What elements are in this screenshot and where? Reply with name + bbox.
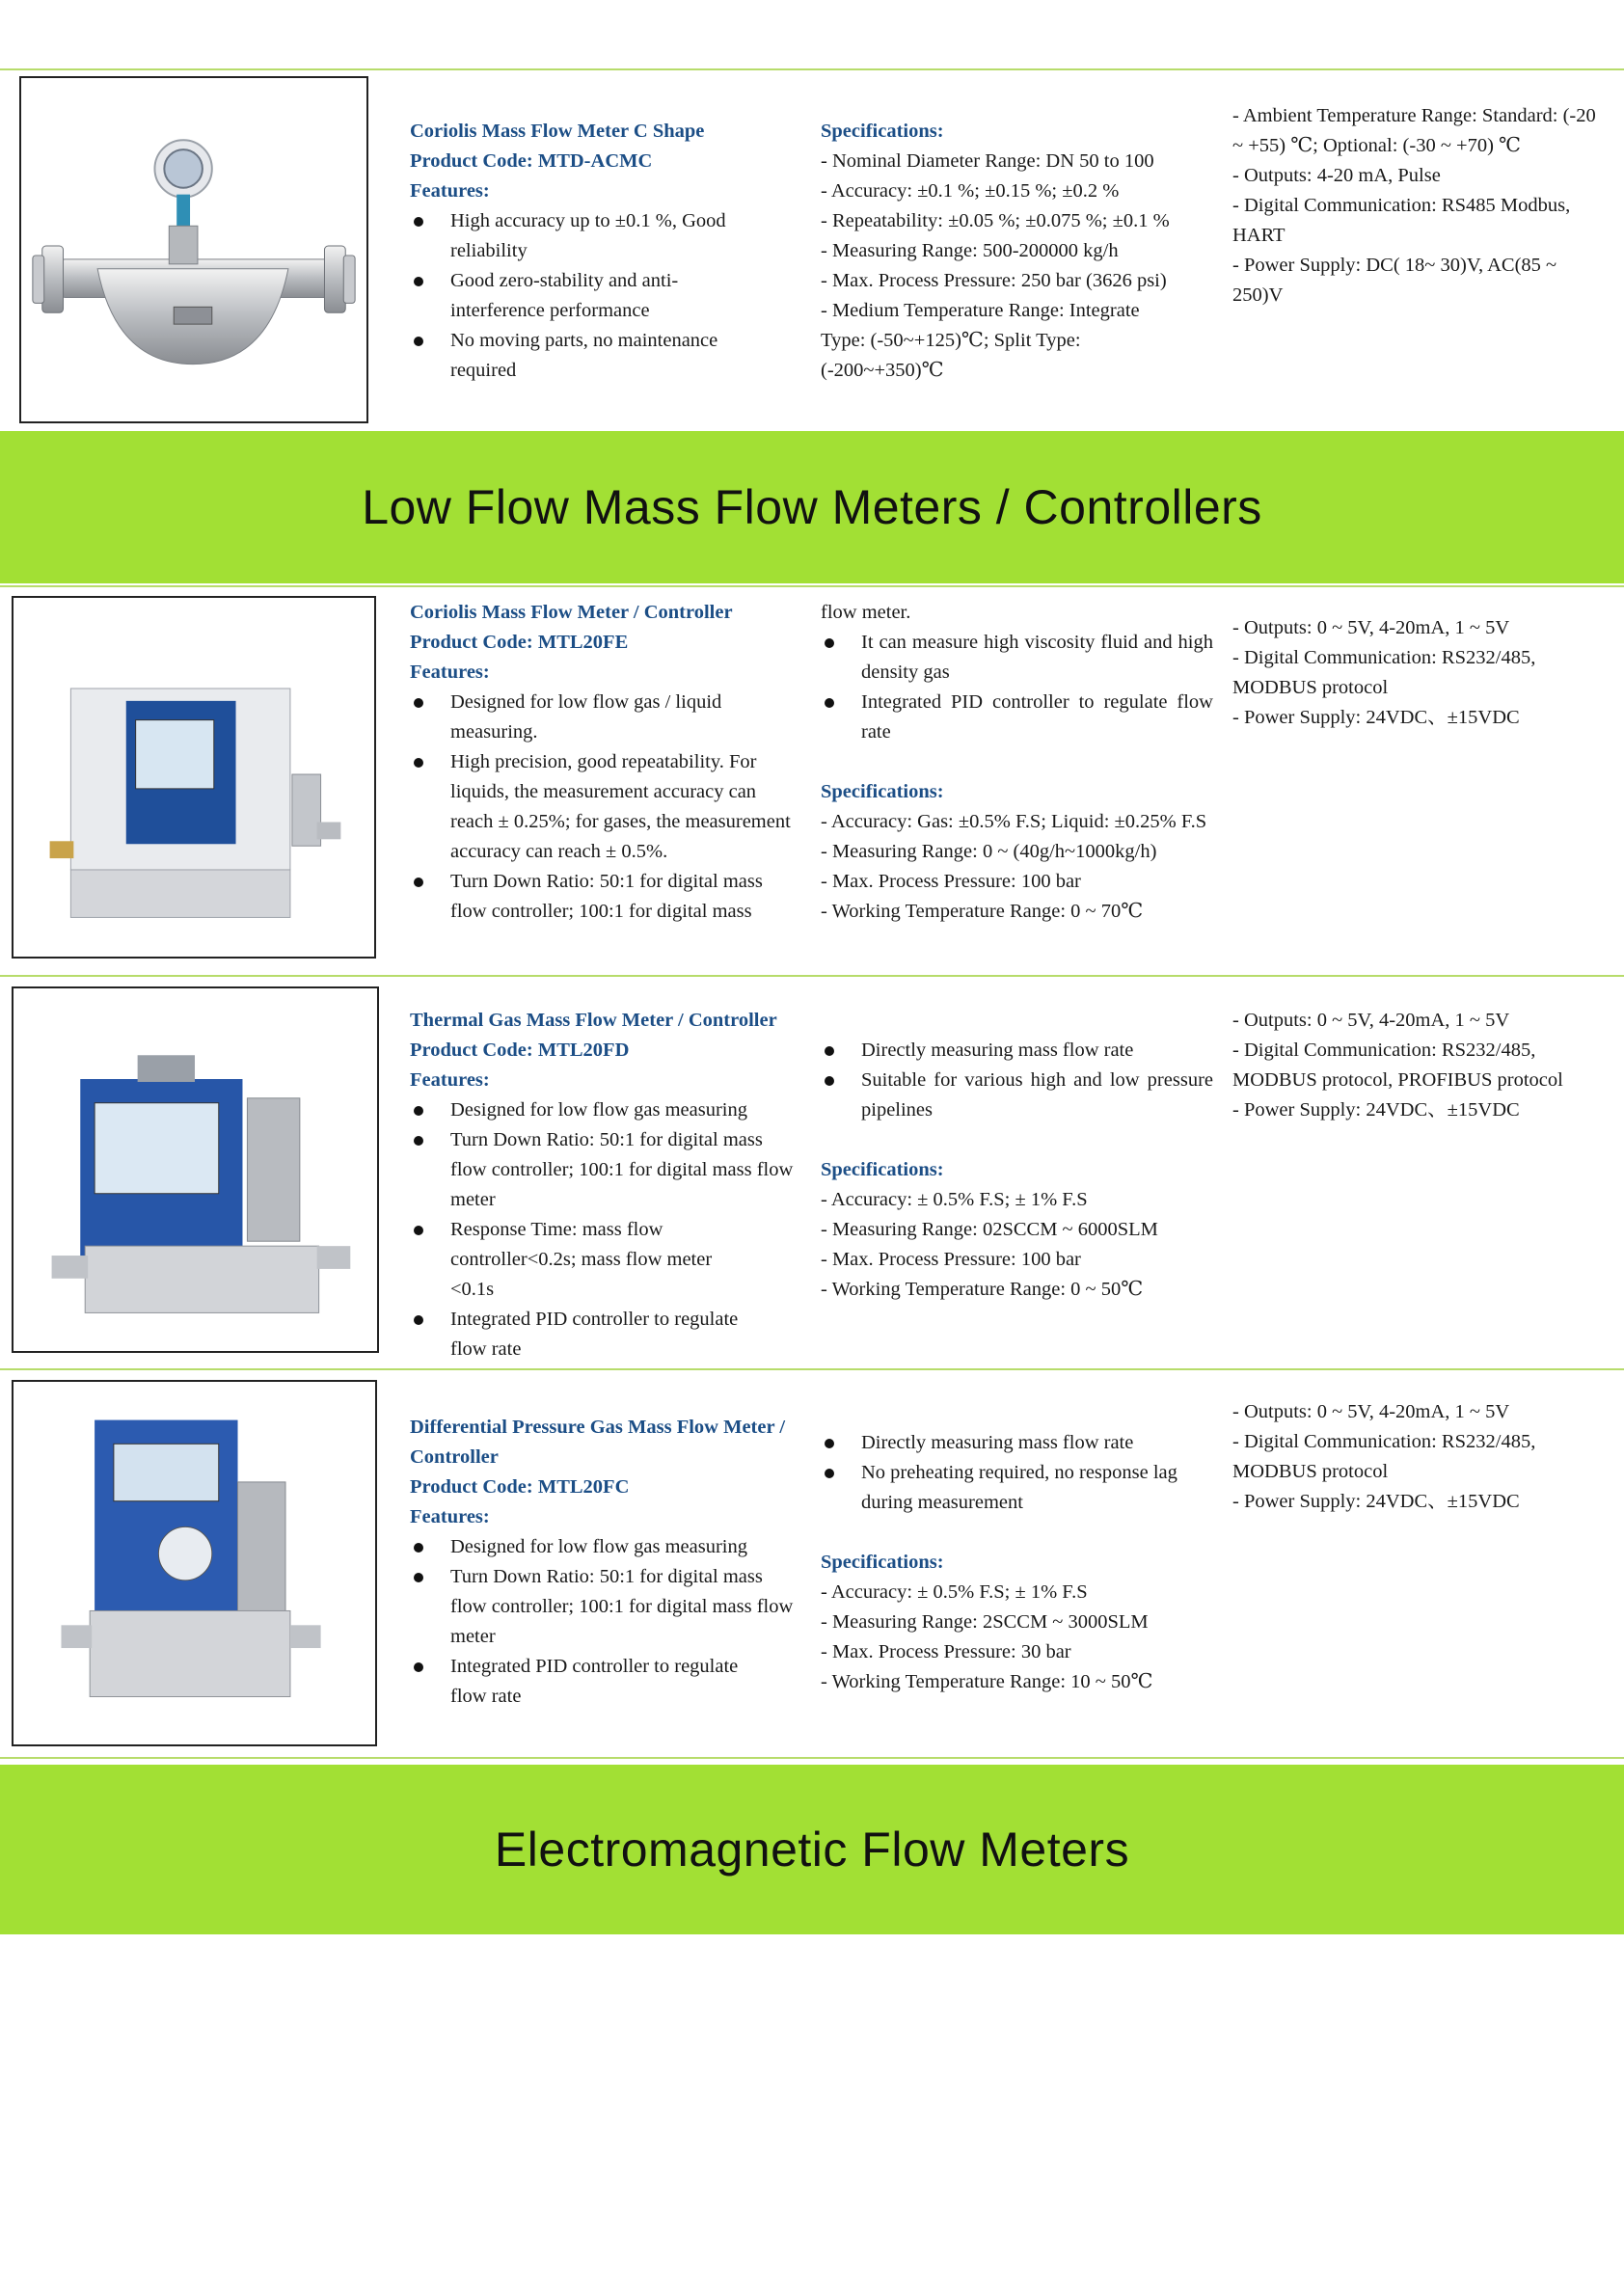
product-code: Product Code: MTD-ACMC (410, 150, 653, 172)
divider (0, 1368, 1624, 1370)
features-list (821, 1036, 1213, 1125)
spec-item: - Max. Process Pressure: 250 bar (3626 psi) (821, 270, 1167, 291)
spec-item: - Max. Process Pressure: 100 bar (821, 871, 1081, 892)
features-label: Features: (410, 662, 490, 683)
spec-item: - Outputs: 0 ~ 5V, 4-20mA, 1 ~ 5V (1232, 617, 1510, 638)
list-item: High accuracy up to ±0.1 %, Good reliability (410, 206, 776, 266)
features-list (410, 206, 776, 386)
product3-extra-column (1232, 1006, 1604, 1125)
coriolis-controller-illustration (14, 598, 374, 957)
spec-item: - Digital Communication: RS485 Modbus, HART (1232, 195, 1571, 246)
spec-item: - Measuring Range: 02SCCM ~ 6000SLM (821, 1219, 1158, 1240)
list-item: Turn Down Ratio: 50:1 for digital mass flow controller; 100:1 for digital mass flow meter (410, 1125, 796, 1215)
product4-extra-column (1232, 1397, 1599, 1517)
divider (0, 1757, 1624, 1759)
specifications-label: Specifications: (821, 1159, 944, 1180)
spec-item: - Power Supply: 24VDC、±15VDC (1232, 1099, 1520, 1121)
spec-item: - Nominal Diameter Range: DN 50 to 100 (821, 150, 1154, 172)
specifications-label: Specifications: (821, 781, 944, 802)
spec-item: - Power Supply: 24VDC、±15VDC (1232, 707, 1520, 728)
spec-item: - Working Temperature Range: 0 ~ 50℃ (821, 1279, 1144, 1300)
spec-item: - Medium Temperature Range: Integrate Type: (-50~+125)℃; Split Type: (-200~+350)℃ (821, 300, 1140, 381)
spec-item: - Outputs: 0 ~ 5V, 4-20mA, 1 ~ 5V (1232, 1401, 1510, 1422)
list-item: Integrated PID controller to regulate flow rate (410, 1652, 796, 1712)
spec-item: - Digital Communication: RS232/485, MODBUS protocol (1232, 647, 1536, 698)
product2-features-column (410, 598, 796, 927)
list-item: Integrated PID controller to regulate flow rate (410, 1305, 796, 1364)
product1-extra-column (1232, 101, 1599, 311)
list-item: Turn Down Ratio: 50:1 for digital mass flow controller; 100:1 for digital mass (410, 867, 796, 927)
list-item: No preheating required, no response lag during measurement (821, 1458, 1218, 1518)
spec-item: - Max. Process Pressure: 30 bar (821, 1641, 1071, 1662)
features-list (410, 688, 796, 927)
section-title: Electromagnetic Flow Meters (494, 1823, 1130, 1877)
features-list (821, 628, 1213, 747)
spec-item: - Power Supply: DC( 18~ 30)V, AC(85 ~ 250)V (1232, 255, 1557, 306)
product-image-mtl20fc (12, 1380, 377, 1746)
product-code: Product Code: MTL20FD (410, 1040, 630, 1061)
list-item: It can measure high viscosity fluid and high density gas (821, 628, 1213, 688)
product-title: Coriolis Mass Flow Meter / Controller (410, 602, 733, 623)
specifications-label: Specifications: (821, 121, 944, 142)
spec-item: - Accuracy: Gas: ±0.5% F.S; Liquid: ±0.25% F.S (821, 811, 1207, 832)
spec-item: - Measuring Range: 2SCCM ~ 3000SLM (821, 1611, 1149, 1633)
coriolis-meter-illustration (21, 78, 366, 421)
spec-item: - Working Temperature Range: 0 ~ 70℃ (821, 901, 1144, 922)
spec-item: - Max. Process Pressure: 100 bar (821, 1249, 1081, 1270)
features-list (410, 1095, 796, 1364)
spec-item: - Outputs: 0 ~ 5V, 4-20mA, 1 ~ 5V (1232, 1010, 1510, 1031)
list-item: Response Time: mass flow controller<0.2s; mass flow meter <0.1s (410, 1215, 796, 1305)
spec-item: - Digital Communication: RS232/485, MODBUS protocol (1232, 1431, 1536, 1482)
product-code: Product Code: MTL20FC (410, 1476, 630, 1498)
spec-item: - Measuring Range: 0 ~ (40g/h~1000kg/h) (821, 841, 1157, 862)
spec-item: - Accuracy: ±0.1 %; ±0.15 %; ±0.2 % (821, 180, 1120, 202)
spec-item: - Accuracy: ± 0.5% F.S; ± 1% F.S (821, 1581, 1088, 1603)
list-item: No moving parts, no maintenance required (410, 326, 776, 386)
list-item: Directly measuring mass flow rate (821, 1428, 1218, 1458)
spec-item: - Measuring Range: 500-200000 kg/h (821, 240, 1119, 261)
features-label: Features: (410, 1506, 490, 1527)
product-title: Coriolis Mass Flow Meter C Shape (410, 121, 705, 142)
product1-features-column (410, 117, 796, 386)
product-title: Differential Pressure Gas Mass Flow Meter / Controller (410, 1417, 786, 1468)
features-list (821, 1428, 1218, 1518)
thermal-mass-flow-controller-illustration (14, 988, 377, 1351)
list-item: Turn Down Ratio: 50:1 for digital mass flow controller; 100:1 for digital mass flow meter (410, 1562, 796, 1652)
product-image-mtl20fe (12, 596, 376, 959)
features-label: Features: (410, 1069, 490, 1091)
spec-item: - Working Temperature Range: 10 ~ 50℃ (821, 1671, 1153, 1692)
spec-item: - Power Supply: 24VDC、±15VDC (1232, 1491, 1520, 1512)
product4-features-column (410, 1413, 805, 1712)
spec-item: - Repeatability: ±0.05 %; ±0.075 %; ±0.1 % (821, 210, 1170, 231)
list-item: Designed for low flow gas / liquid measuring. (410, 688, 796, 747)
divider (0, 68, 1624, 70)
features-continued: flow meter. (821, 602, 911, 623)
list-item: Designed for low flow gas measuring (410, 1532, 796, 1562)
product3-features-column (410, 1006, 796, 1364)
product-image-mtl20fd (12, 986, 379, 1353)
section-title: Low Flow Mass Flow Meters / Controllers (362, 480, 1262, 534)
section-banner (0, 431, 1624, 583)
list-item: Suitable for various high and low pressure pipelines (821, 1066, 1213, 1125)
features-label: Features: (410, 180, 490, 202)
list-item: Good zero-stability and anti-interference performance (410, 266, 776, 326)
features-list (410, 1532, 796, 1712)
divider (0, 585, 1624, 587)
specifications-label: Specifications: (821, 1552, 944, 1573)
product-title: Thermal Gas Mass Flow Meter / Controller (410, 1010, 777, 1031)
product3-specs-column (821, 1036, 1213, 1305)
product-code: Product Code: MTL20FE (410, 632, 629, 653)
divider (0, 975, 1624, 977)
list-item: High precision, good repeatability. For liquids, the measurement accuracy can reach ± 0.25%; for gases, the measurement accuracy can reach ± 0.5%. (410, 747, 796, 867)
spec-item: - Accuracy: ± 0.5% F.S; ± 1% F.S (821, 1189, 1088, 1210)
product4-specs-column (821, 1428, 1218, 1697)
spec-item: - Ambient Temperature Range: Standard: (-20 ~ +55) ℃; Optional: (-30 ~ +70) ℃ (1232, 105, 1596, 156)
product2-specs-column (821, 598, 1213, 927)
product-image-coriolis-c-shape (19, 76, 368, 423)
list-item: Integrated PID controller to regulate flow rate (821, 688, 1213, 747)
spec-item: - Digital Communication: RS232/485, MODBUS protocol, PROFIBUS protocol (1232, 1040, 1563, 1091)
list-item: Designed for low flow gas measuring (410, 1095, 796, 1125)
spec-item: - Outputs: 4-20 mA, Pulse (1232, 165, 1441, 186)
list-item: Directly measuring mass flow rate (821, 1036, 1213, 1066)
product1-specs-column (821, 117, 1218, 386)
section-banner (0, 1765, 1624, 1934)
differential-pressure-controller-illustration (14, 1382, 375, 1744)
product2-extra-column (1232, 613, 1599, 733)
